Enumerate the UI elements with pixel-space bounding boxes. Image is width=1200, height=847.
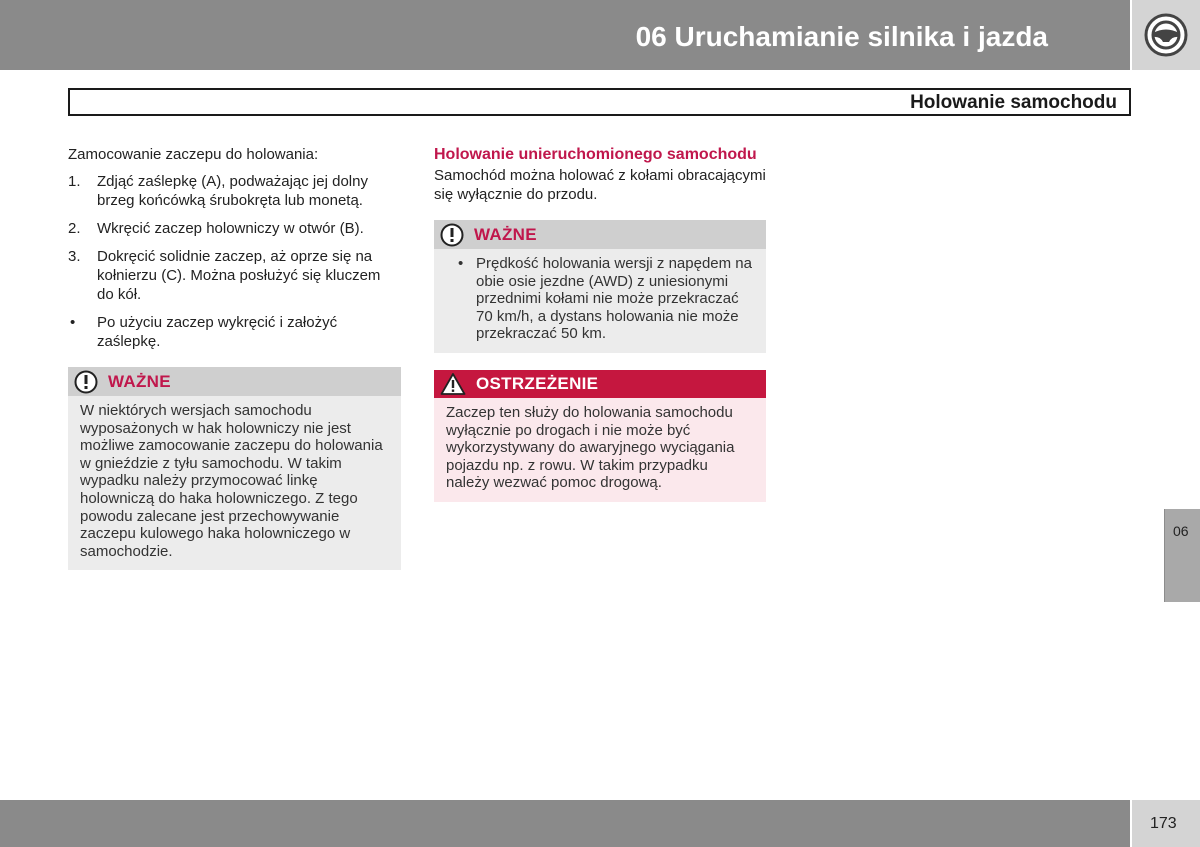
section-bar (68, 88, 1131, 116)
list-item (68, 172, 401, 210)
important-box-body (434, 249, 766, 353)
list-item (68, 247, 401, 304)
list-item (446, 255, 754, 343)
step-text: Zdjąć zaślepkę (A), podważając jej dolny brzeg końcówką śrubokręta lub monetą. (97, 173, 368, 209)
list-item (68, 219, 401, 238)
step-number: 2. (68, 220, 81, 237)
exclamation-icon (74, 370, 98, 394)
warning-box (434, 370, 766, 502)
steps-list (68, 172, 401, 351)
middle-column (434, 145, 766, 502)
section-title: Holowanie samochodu (910, 92, 1117, 113)
chapter-title: 06 Uruchamianie silnika i jazda (635, 21, 1048, 52)
list-item (68, 313, 401, 351)
step-text: Wkręcić zaczep holowniczy w otwór (B). (97, 220, 364, 237)
chapter-icon-box (1132, 0, 1200, 70)
step-number: 1. (68, 173, 81, 190)
exclamation-icon (440, 223, 464, 247)
footer-bar (0, 800, 1130, 847)
bullet-marker: • (70, 314, 76, 331)
important-box-header (68, 367, 401, 396)
left-column (68, 145, 401, 570)
page-number-box (1132, 800, 1200, 847)
intro-text: Zamocowanie zaczepu do holowania: (68, 146, 319, 163)
important-box-body (68, 396, 401, 570)
important-label: WAŻNE (474, 225, 537, 244)
bullet-marker: • (458, 255, 464, 272)
important-label: WAŻNE (108, 372, 171, 391)
warning-box-header (434, 370, 766, 398)
important-box-header (434, 220, 766, 249)
page-number: 173 (1150, 815, 1177, 832)
important-box (68, 367, 401, 570)
warning-label: OSTRZEŻENIE (476, 374, 599, 394)
important-box (434, 220, 766, 353)
step-number: 3. (68, 248, 81, 265)
important-text: Prędkość holowania wersji z napędem na obie osie jezdne (AWD) z uniesionymi przednimi kołami nie może przekraczać 70 km/h, a dystans holowania nie może przekraczać 50 km. (476, 255, 752, 343)
towing-paragraph: Samochód można holować z kołami obracającymi się wyłącznie do przodu. (434, 167, 766, 203)
warning-text: Zaczep ten służy do holowania samochodu wyłącznie po drogach i nie może być wykorzystywany do awaryjnego wyciągania pojazdu np. z rowu. W takim przypadku należy wezwać pomoc drogową. (446, 403, 735, 492)
towing-heading: Holowanie unieruchomionego samochodu (434, 146, 757, 163)
steering-wheel-icon (1143, 12, 1189, 58)
header-bar (0, 0, 1130, 70)
chapter-side-tab (1164, 509, 1200, 602)
step-text: Po użyciu zaczep wykręcić i założyć zaślepkę. (97, 314, 338, 350)
chapter-tab-label: 06 (1173, 523, 1189, 539)
step-text: Dokręcić solidnie zaczep, aż oprze się na kołnierzu (C). Można posłużyć się kluczem do kół. (97, 248, 381, 303)
important-text: W niektórych wersjach samochodu wyposażonych w hak holowniczy nie jest możliwe zamocowanie zaczepu do holowania w gnieździe z tyłu samochodu. W takim wypadku należy przymocować linkę holowniczą do haka holowniczego. Z tego powodu zalecane jest przechowywanie zaczepu kulowego haka holowniczego w samochodzie. (80, 402, 383, 560)
warning-box-body (434, 398, 766, 502)
warning-triangle-icon (440, 372, 466, 396)
